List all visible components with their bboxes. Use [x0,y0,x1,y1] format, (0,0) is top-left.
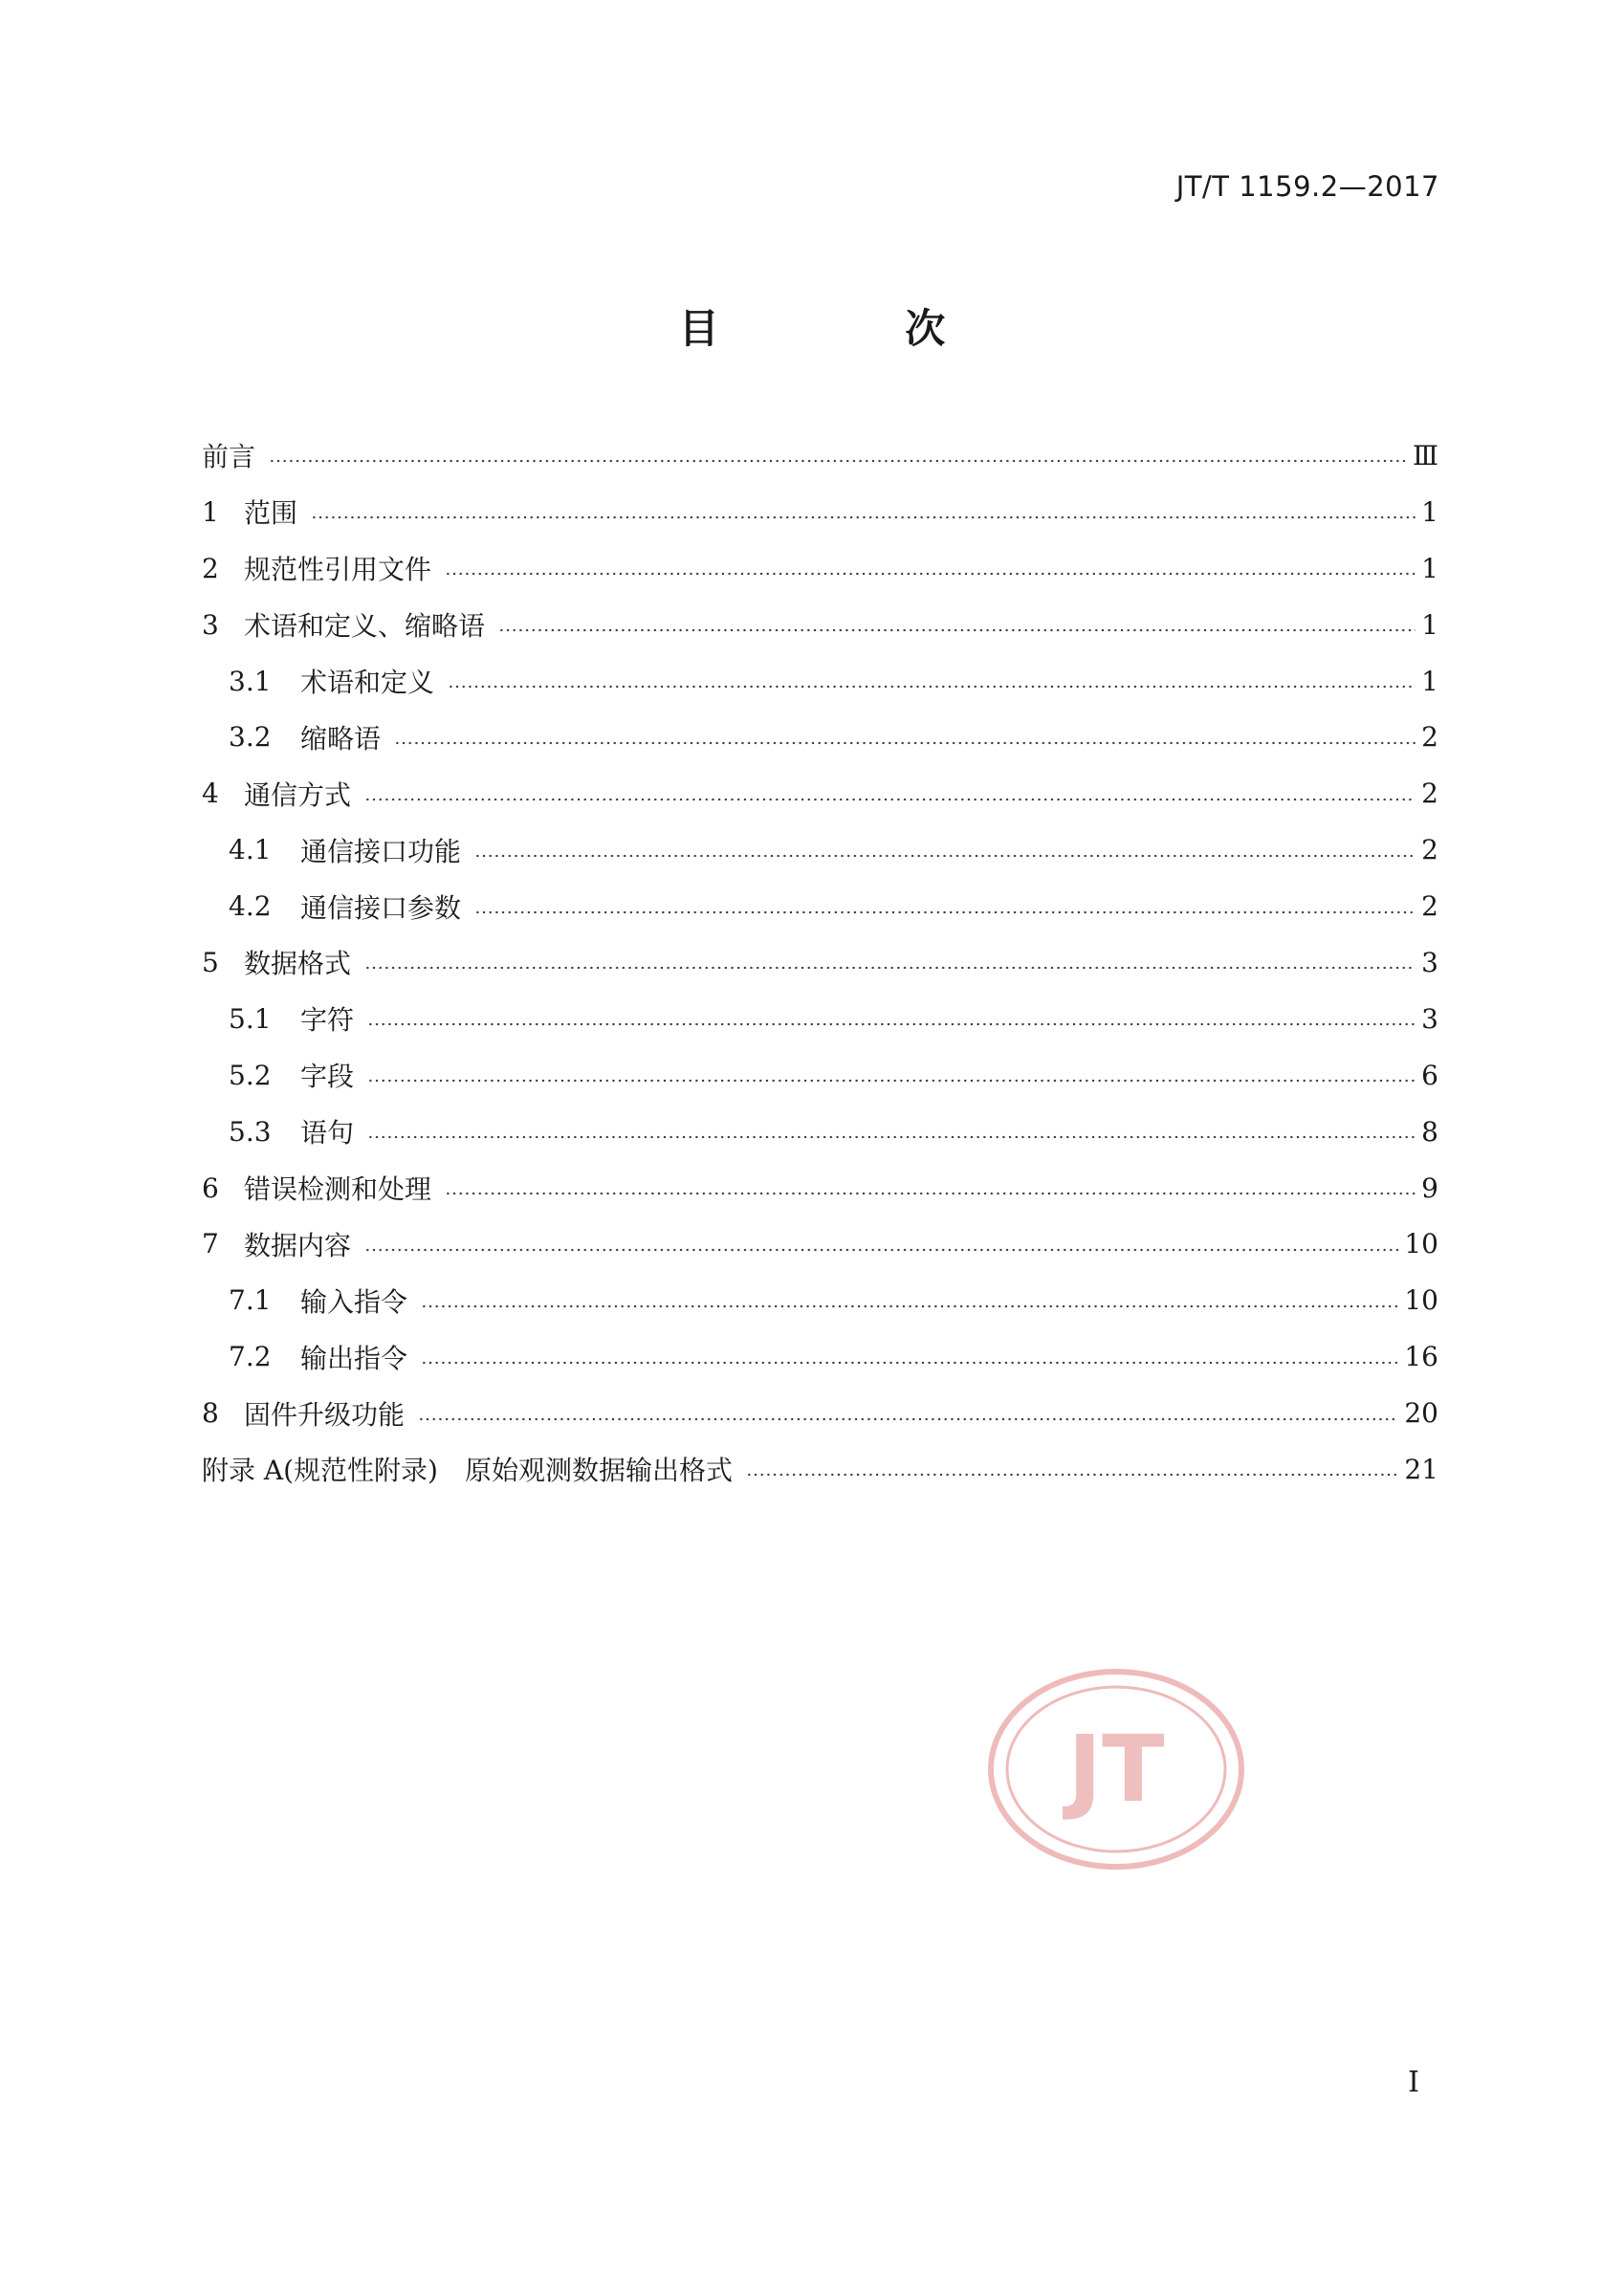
toc-section-number: 8 [202,1397,219,1430]
toc-entry[interactable] [202,1441,1438,1498]
toc-page-number: 2 [1421,778,1438,810]
toc-section-number: 3 [202,608,219,641]
toc-entry[interactable] [202,878,1438,934]
toc-section-number: 7.1 [229,1284,272,1317]
toc-section-label: 附录 A(规范性附录) 原始观测数据输出格式 [202,1455,733,1487]
toc-page-number: 8 [1421,1115,1438,1148]
toc-section-label: 前言 [202,441,256,473]
toc-section-label: 术语和定义、缩略语 [244,610,486,643]
toc-entry[interactable] [202,991,1438,1047]
toc-section-label: 数据内容 [244,1229,352,1261]
toc-entry[interactable] [202,597,1438,653]
toc-page-number: Ⅲ [1412,439,1438,471]
toc-section-number: 7.2 [229,1341,272,1373]
toc-page-number: 9 [1421,1172,1438,1204]
toc-page-number: 2 [1421,721,1438,754]
toc-entry[interactable] [202,653,1438,710]
toc-section-label: 输入指令 [300,1285,408,1318]
toc-section-label: 通信接口参数 [300,891,462,924]
toc-section-label: 范围 [244,497,298,530]
toc-section-number: 4.1 [229,834,272,866]
toc-dot-leader [364,1248,1398,1252]
document-code: JT/T 1159.2—2017 [1175,170,1439,203]
toc-section-number: 1 [202,495,219,528]
toc-dot-leader [364,798,1416,801]
toc-dot-leader [498,628,1416,632]
toc-section-label: 字段 [300,1061,355,1093]
toc-dot-leader [367,1079,1416,1083]
toc-page-number: 2 [1421,890,1438,923]
toc-section-number: 4.2 [229,890,272,923]
toc-page-number: 6 [1421,1059,1438,1091]
toc-page-number: 16 [1404,1341,1438,1373]
toc-dot-leader [421,1304,1398,1308]
toc-section-number: 5.3 [229,1115,272,1148]
toc-entry[interactable] [202,1272,1438,1328]
toc-dot-leader [474,910,1416,914]
toc-section-label: 术语和定义 [300,667,435,698]
toc-entry[interactable] [202,1328,1438,1385]
toc-section-number: 3.2 [229,721,272,754]
toc-dot-leader [445,1192,1416,1195]
toc-entry[interactable] [202,427,1438,484]
toc-section-label: 字符 [300,1004,355,1037]
page-number: I [1408,2066,1419,2099]
table-of-contents [202,427,1438,1498]
toc-page-number: 2 [1421,834,1438,866]
watermark-text: JT [1067,1716,1165,1823]
toc-section-label: 错误检测和处理 [244,1173,432,1206]
toc-dot-leader [746,1473,1398,1477]
toc-section-number: 5 [202,946,219,978]
toc-page-number: 10 [1404,1228,1438,1260]
toc-entry[interactable] [202,540,1438,597]
toc-dot-leader [445,572,1416,576]
toc-dot-leader [421,1361,1398,1365]
toc-section-label: 通信方式 [244,778,352,811]
toc-section-label: 缩略语 [300,722,382,755]
toc-entry[interactable] [202,1385,1438,1441]
toc-dot-leader [448,685,1416,689]
toc-entry[interactable] [202,821,1438,878]
toc-dot-leader [367,1135,1416,1139]
toc-section-number: 6 [202,1172,219,1204]
toc-page-number: 1 [1421,552,1438,584]
toc-entry[interactable] [202,1047,1438,1104]
toc-section-number: 4 [202,778,219,810]
toc-section-number: 3.1 [229,665,272,697]
toc-page-number: 3 [1421,1002,1438,1035]
toc-dot-leader [367,1022,1416,1026]
toc-dot-leader [311,515,1416,519]
toc-section-number: 7 [202,1228,219,1260]
toc-entry[interactable] [202,765,1438,821]
toc-entry[interactable] [202,1160,1438,1216]
toc-section-label: 输出指令 [300,1342,408,1374]
toc-section-number: 5.1 [229,1002,272,1035]
toc-entry[interactable] [202,1216,1438,1272]
toc-entry[interactable] [202,934,1438,991]
toc-section-label: 数据格式 [244,948,352,980]
toc-dot-leader [269,459,1407,463]
toc-page-number: 21 [1404,1453,1438,1485]
toc-dot-leader [364,966,1416,970]
toc-section-label: 规范性引用文件 [244,554,432,586]
toc-entry[interactable] [202,709,1438,765]
toc-page-number: 3 [1421,946,1438,978]
toc-section-number: 2 [202,552,219,584]
toc-page-number: 20 [1404,1397,1438,1430]
toc-page-number: 10 [1404,1284,1438,1317]
toc-dot-leader [394,741,1416,745]
toc-entry[interactable] [202,484,1438,540]
toc-page-number: 1 [1421,665,1438,697]
toc-page-number: 1 [1421,495,1438,528]
toc-entry[interactable] [202,1104,1438,1160]
jt-watermark-seal [986,1667,1246,1872]
toc-section-label: 通信接口功能 [300,835,462,867]
toc-section-number: 5.2 [229,1059,272,1091]
toc-page-number: 1 [1421,608,1438,641]
toc-section-label: 固件升级功能 [244,1398,406,1431]
toc-title: 目 次 [678,305,1032,352]
toc-section-label: 语句 [300,1117,355,1150]
toc-dot-leader [474,854,1416,858]
toc-dot-leader [418,1417,1398,1421]
